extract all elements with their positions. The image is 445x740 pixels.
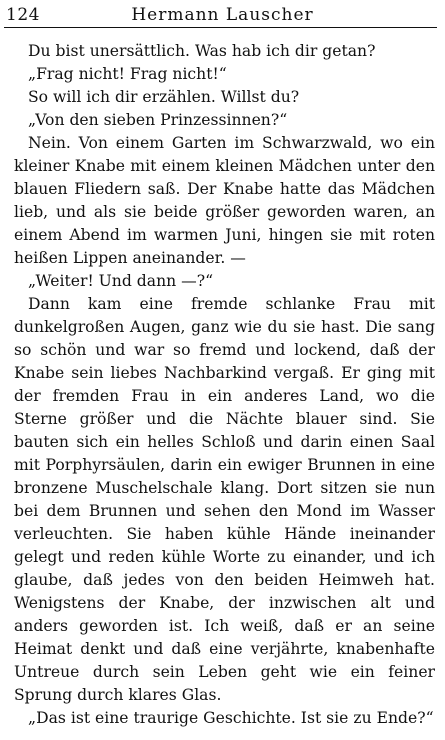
page-number: 124 [6,5,40,25]
paragraph: Dann kam eine fremde schlanke Frau mit dunkelgroßen Augen, ganz wie du sie hast. Die sang so schön und war so fremd und lockend, daß der Knabe sein liebes Nachbarkind vergaß. Er ging mit der fremden Frau in ein anderes Land, wo die Sterne größer und die Nächte blauer sind. Sie bauten sich ein helles Schloß und darin einen Saal mit Porphyrsäulen, darin ein ewiger Brunnen in eine bronzene Muschelschale klang. Dort sitzen sie nun bei dem Brunnen und sehen den Mond im Wasser verleuchten. Sie haben kühle Hände ineinander gelegt und reden kühle Worte zu einander, und ich glaube, daß jedes von den beiden Heimweh hat. Wenigstens der Knabe, der inzwischen alt und anders geworden ist. Ich weiß, daß er an seine Heimat denkt und daß eine verjährte, knabenhafte Untreue durch sein Leben geht wie ein feiner Sprung durch klares Glas. [14,295,435,704]
body-text [14,40,435,730]
header-rule [4,27,437,28]
paragraph: Nein. Von einem Garten im Schwarzwald, wo ein kleiner Knabe mit einem kleinen Mädchen unter den blauen Fliedern saß. Der Knabe hatte das Mädchen lieb, und als sie beide größer geworden waren, an einem Abend im warmen Juni, hingen sie mit roten heißen Lippen aneinander. — [14,134,435,267]
paragraph: „Von den sieben Prinzessinnen?“ [28,111,288,129]
running-title: Hermann Lauscher [131,5,314,25]
paragraph: „Das ist eine traurige Geschichte. Ist sie zu Ende?“ [28,709,434,727]
paragraph: „Weiter! Und dann —?“ [28,272,214,290]
paragraph: So will ich dir erzählen. Willst du? [28,88,300,106]
page-header [0,0,445,30]
paragraph: „Frag nicht! Frag nicht!“ [28,65,227,83]
paragraph: Du bist unersättlich. Was hab ich dir getan? [28,42,376,60]
